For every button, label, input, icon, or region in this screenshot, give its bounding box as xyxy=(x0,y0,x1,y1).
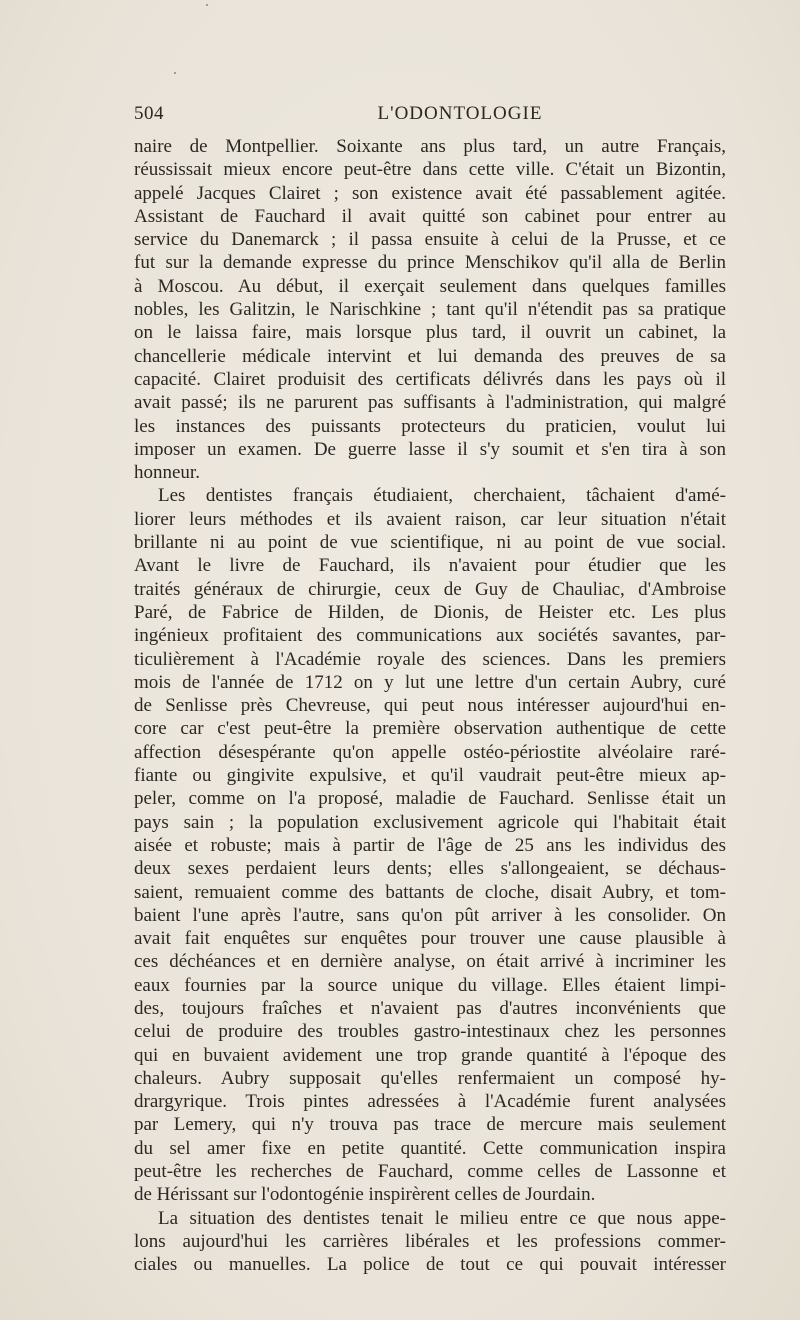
text-line: ciales ou manuelles. La police de tout ce qui pouvait intéresser xyxy=(134,1254,726,1276)
text-line: de Senlisse près Chevreuse, qui peut nous intéresser aujourd'hui en- xyxy=(134,695,726,717)
text-line: réussissait mieux encore peut-être dans cette ville. C'était un Bizontin, xyxy=(134,159,726,181)
text-line: ingénieux profitaient des communications aux sociétés savantes, par- xyxy=(134,625,726,647)
text-line: ticulièrement à l'Académie royale des sciences. Dans les premiers xyxy=(134,648,726,670)
running-title: L'ODONTOLOGIE xyxy=(377,103,543,124)
text-line: naire de Montpellier. Soixante ans plus tard, un autre Français, xyxy=(134,136,726,157)
text-line: pays sain ; la population exclusivement agricole qui l'habitait était xyxy=(134,811,726,833)
text-line: service du Danemarck ; il passa ensuite à celui de la Prusse, et ce xyxy=(134,229,726,251)
text-line: les instances des puissants protecteurs du praticien, voulut lui xyxy=(134,415,726,437)
text-line: à Moscou. Au début, il exerçait seulement dans quelques familles xyxy=(134,275,726,297)
text-line: Avant le livre de Fauchard, ils n'avaient pour étudier que les xyxy=(134,555,726,577)
paragraph-first-line: La situation des dentistes tenait le milieu entre ce que nous appe- xyxy=(158,1207,726,1229)
text-line: chaleurs. Aubry supposait qu'elles renfermaient un composé hy- xyxy=(134,1067,726,1089)
text-line: des, toujours fraîches et n'avaient pas d'autres inconvénients que xyxy=(134,997,726,1019)
text-line: drargyrique. Trois pintes adressées à l'Académie furent analysées xyxy=(134,1091,726,1113)
text-line: avait passé; ils ne parurent pas suffisants à l'administration, qui malgré xyxy=(134,392,726,414)
text-line: aisée et robuste; mais à partir de l'âge de 25 ans les individus des xyxy=(134,834,726,856)
page-header xyxy=(134,103,726,129)
text-line: de Hérissant sur l'odontogénie inspirèrent celles de Jourdain. xyxy=(134,1184,596,1206)
text-line: traités généraux de chirurgie, ceux de Guy de Chauliac, d'Ambroise xyxy=(134,578,726,600)
text-line: mois de l'année de 1712 on y lut une lettre d'un certain Aubry, curé xyxy=(134,671,726,693)
text-line: affection désespérante qu'on appelle ostéo-périostite alvéolaire raré- xyxy=(134,741,726,763)
text-line: honneur. xyxy=(134,462,200,484)
text-line: celui de produire des troubles gastro-intestinaux chez les personnes xyxy=(134,1021,726,1043)
text-line: appelé Jacques Clairet ; son existence avait été passablement agitée. xyxy=(134,182,726,204)
text-line: qui en buvaient avidement une trop grande quantité à l'époque des xyxy=(134,1044,726,1066)
text-line: eaux fournies par la source unique du village. Elles étaient limpi- xyxy=(134,974,726,996)
text-line: avait fait enquêtes sur enquêtes pour trouver une cause plausible à xyxy=(134,928,726,950)
text-line: peler, comme on l'a proposé, maladie de Fauchard. Senlisse était un xyxy=(134,788,726,810)
text-line: saient, remuaient comme des battants de cloche, disait Aubry, et tom- xyxy=(134,881,726,903)
text-line: fut sur la demande expresse du prince Menschikov qu'il alla de Berlin xyxy=(134,252,726,274)
text-line: on le laissa faire, mais lorsque plus tard, il ouvrit un cabinet, la xyxy=(134,322,726,344)
text-line: ces déchéances et en dernière analyse, on était arrivé à incriminer les xyxy=(134,951,726,973)
text-line: Paré, de Fabrice de Hilden, de Dionis, de Heister etc. Les plus xyxy=(134,601,726,623)
text-line: peut-être les recherches de Fauchard, comme celles de Lassonne et xyxy=(134,1161,726,1183)
text-line: liorer leurs méthodes et ils avaient raison, car leur situation n'était xyxy=(134,508,726,530)
text-line: fiante ou gingivite expulsive, et qu'il vaudrait peut-être mieux ap- xyxy=(134,765,726,787)
text-line: deux sexes perdaient leurs dents; elles s'allongeaient, se déchaus- xyxy=(134,858,726,880)
text-line: core car c'est peut-être la première observation authentique de cette xyxy=(134,718,726,740)
paragraph-first-line: Les dentistes français étudiaient, cherchaient, tâchaient d'amé- xyxy=(158,485,726,507)
text-line: du sel amer fixe en petite quantité. Cette communication inspira xyxy=(134,1137,726,1159)
text-line: nobles, les Galitzin, le Narischkine ; tant qu'il n'étendit pas sa pratique xyxy=(134,299,726,321)
page-number: 504 xyxy=(134,103,164,124)
text-line: Assistant de Fauchard il avait quitté son cabinet pour entrer au xyxy=(134,205,726,227)
paper-speck xyxy=(206,4,208,6)
text-line: lons aujourd'hui les carrières libérales et les professions commer- xyxy=(134,1230,726,1252)
text-line: chancellerie médicale intervint et lui demanda des preuves de sa xyxy=(134,345,726,367)
text-line: brillante ni au point de vue scientifique, ni au point de vue social. xyxy=(134,532,726,554)
text-line: par Lemery, qui n'y trouva pas trace de mercure mais seulement xyxy=(134,1114,726,1136)
body-text xyxy=(134,135,726,1277)
paper-speck xyxy=(174,72,176,74)
text-line: baient l'une après l'autre, sans qu'on pût arriver à les consolider. On xyxy=(134,904,726,926)
text-line: capacité. Clairet produisit des certificats délivrés dans les pays où il xyxy=(134,368,726,390)
text-line: imposer un examen. De guerre lasse il s'y soumit et s'en tira à son xyxy=(134,438,726,460)
